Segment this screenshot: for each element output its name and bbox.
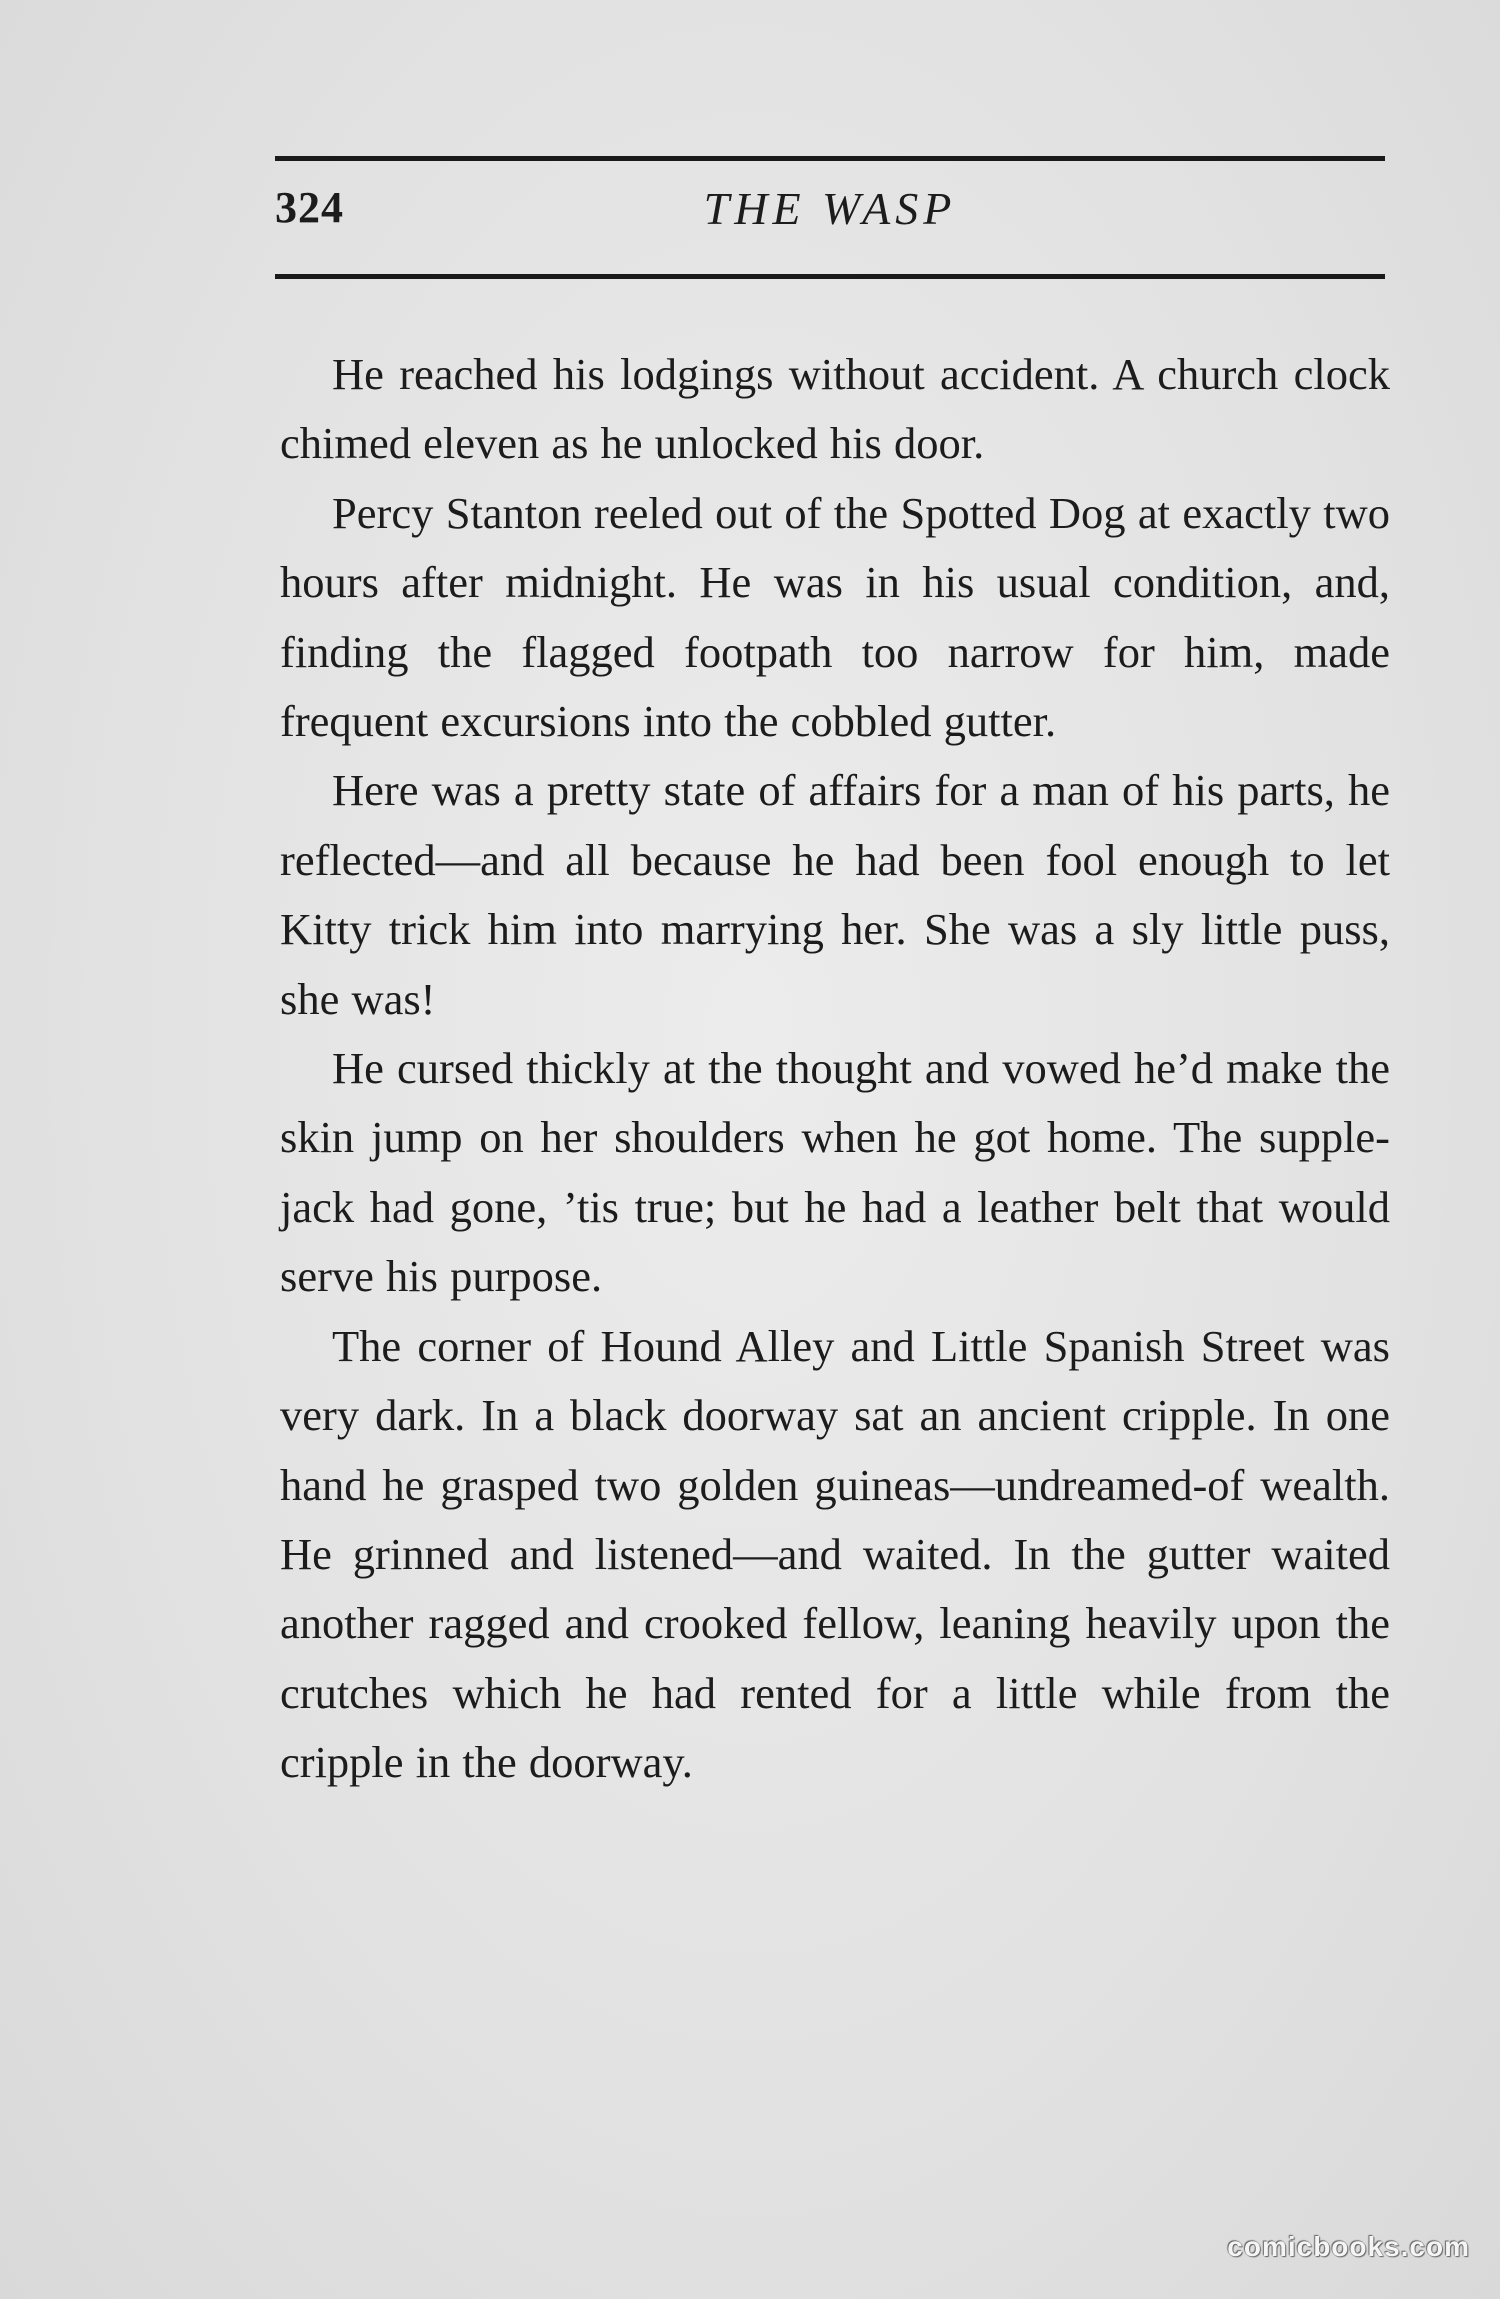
- paragraph: The corner of Hound Alley and Little Spanish Street was very dark. In a black doorway sat an ancient cripple. In one hand he grasped two golden guineas—undreamed-of wealth. He grinned and listened—and waited. In the gutter waited another ragged and crooked fellow, leaning heavily upon the crutches which he had rented for a little while from the cripple in the doorway.: [280, 1320, 1390, 1788]
- header-rule-bottom: [275, 274, 1385, 279]
- paragraph: He cursed thickly at the thought and vowed he’d make the skin jump on her shoulders when he got home. The supple-jack had gone, ’tis true; but he had a leather belt that would serve his purpose.: [280, 1043, 1390, 1302]
- page-number: 324: [275, 183, 344, 232]
- running-title: THE WASP: [703, 183, 957, 234]
- running-head: [275, 183, 1385, 256]
- paragraph: Here was a pretty state of affairs for a man of his parts, he reflected—and all because he had been fool enough to let Kitty trick him into marrying her. She was a sly little puss, she was!: [280, 765, 1390, 1024]
- body-text: [280, 340, 1390, 1798]
- paragraph: He reached his lodgings without accident. A church clock chimed eleven as he unlocked his door.: [280, 349, 1390, 469]
- paragraph: Percy Stanton reeled out of the Spotted Dog at exactly two hours after midnight. He was in his usual condition, and, finding the flagged footpath too narrow for him, made frequent excursions into the cobbled gutter.: [280, 487, 1390, 747]
- header-rule-top: [275, 156, 1385, 161]
- site-watermark: comicbooks.com: [1227, 2231, 1470, 2262]
